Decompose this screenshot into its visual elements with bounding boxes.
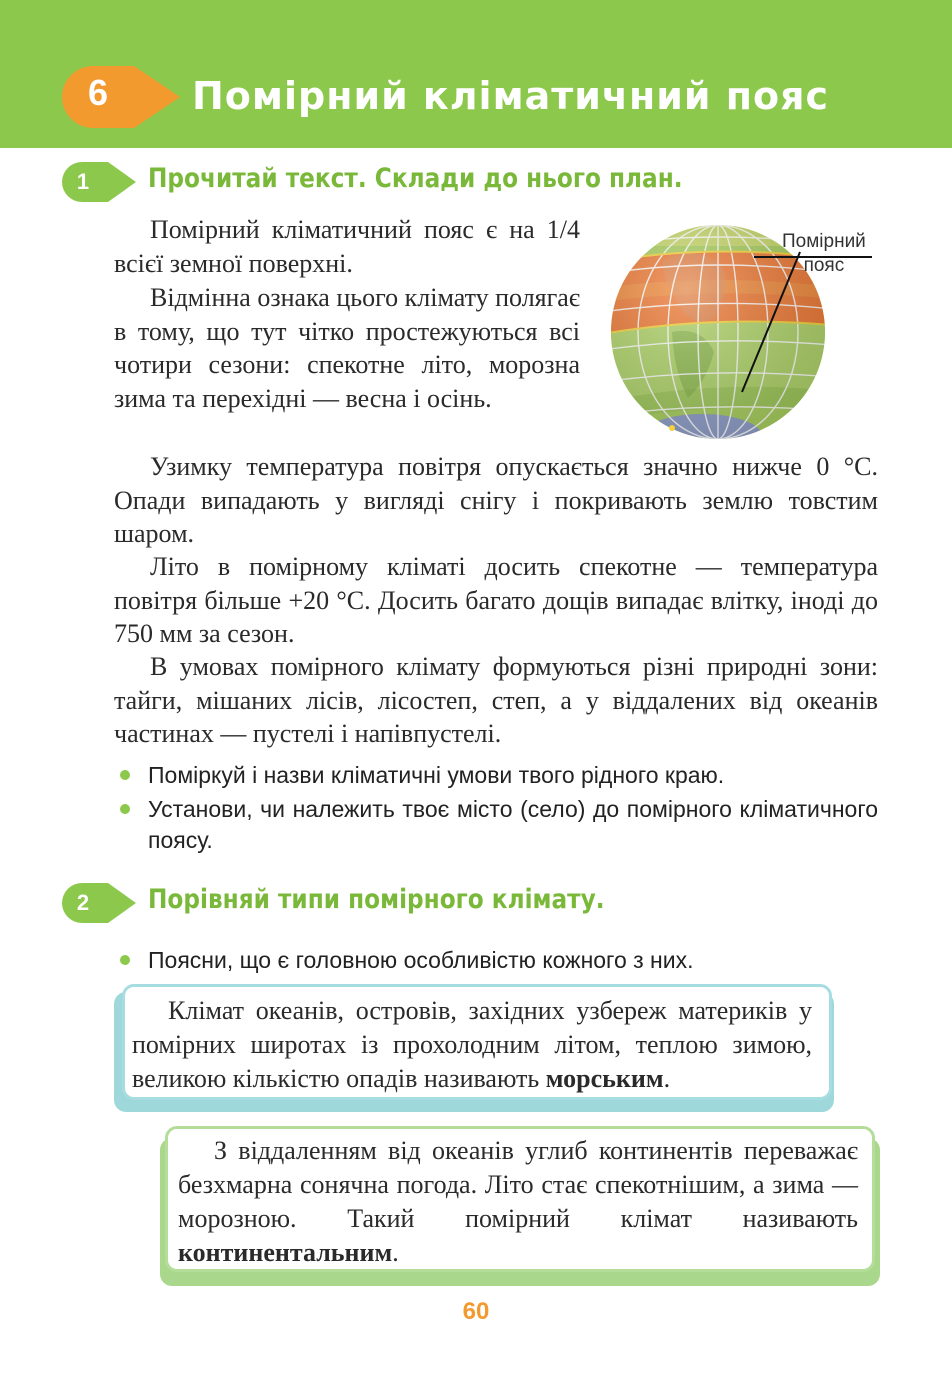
paragraph-1: Помірний кліматичний пояс є на 1/4 всієї земної поверхні. (114, 215, 580, 278)
task-2-title: Порівняй типи помірного клімату. (148, 884, 605, 915)
task-1-title: Прочитай текст. Склади до нього план. (148, 163, 683, 194)
bullet-item-3 (148, 945, 878, 976)
paragraph-5: В умовах помірного клімату формуються різні природні зони: тайги, мішаних лісів, лісостеп, степ, а у віддалених від океанів частинах — пустелі і напівпустелі. (114, 652, 878, 749)
bullet-item-1 (148, 760, 878, 791)
chapter-title: Помірний кліматичний пояс (192, 74, 830, 118)
bullet-dot (120, 804, 130, 814)
chapter-number: 6 (87, 72, 109, 113)
bullet-text-3: Поясни, що є головною особливістю кожного з них. (148, 947, 694, 973)
page-number: 60 (462, 1298, 490, 1325)
maritime-climate-text (132, 994, 812, 1096)
paragraph-3: Узимку температура повітря опускається значно нижче 0 °C. Опади випадають у вигляді снігу і покривають землю товстим шаром. (114, 452, 878, 549)
continental-text: З віддаленням від океанів углиб континентів переважає безхмарна сонячна погода. Літо стає спекотнішим, а зима — морозною. Такий помірний клімат називають (178, 1136, 858, 1233)
maritime-text: Клімат океанів, островів, західних узбереж материків у помірних широтах із прохолодним літом, теплою зимою, великою кількістю опадів називають (132, 996, 812, 1093)
globe-label-line-2: пояс (803, 255, 845, 276)
maritime-period: . (663, 1064, 671, 1093)
continental-term: континентальним (178, 1238, 393, 1267)
globe-label-line-1: Помірний (782, 231, 866, 252)
task-1-number: 1 (76, 169, 90, 194)
bullet-text-1: Поміркуй і назви кліматичні умови твого рідного краю. (148, 762, 725, 788)
paragraph-2: Відмінна ознака цього клімату полягає в тому, що тут чітко простежуються всі чотири сезони: спекотне літо, морозна зима та перехідні — весна і осінь. (114, 283, 580, 414)
globe-label (782, 230, 866, 278)
continental-climate-text (178, 1134, 858, 1270)
bullet-item-2 (148, 794, 878, 856)
bullet-text-2: Установи, чи належить твоє місто (село) до помірного кліматичного поясу. (148, 796, 878, 853)
bullet-dot (120, 770, 130, 780)
task-2-number: 2 (76, 890, 90, 915)
bullet-dot (120, 955, 130, 965)
maritime-term: морським (545, 1064, 664, 1093)
continental-period: . (392, 1238, 399, 1267)
paragraph-4: Літо в помірному кліматі досить спекотне — температура повітря більше +20 °C. Досить багато дощів випадає влітку, іноді до 750 мм за сезон. (114, 552, 878, 649)
